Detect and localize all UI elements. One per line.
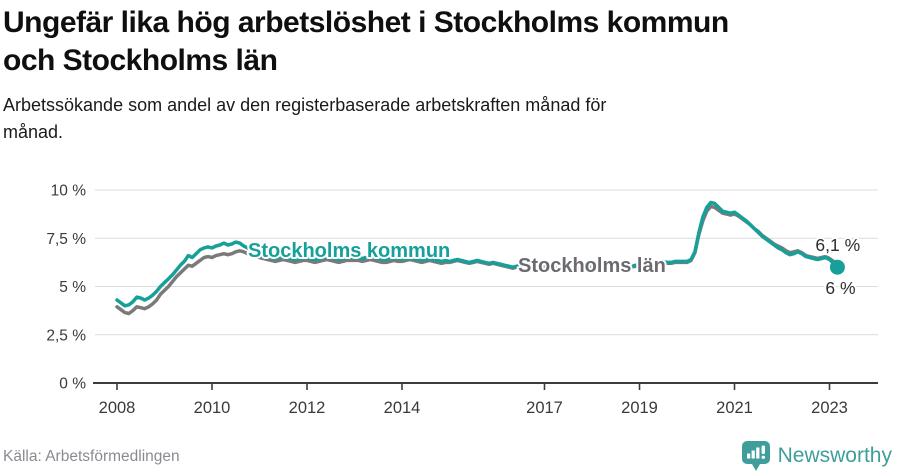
y-axis-tick-label: 5 % (59, 279, 86, 296)
x-axis-tick-label: 2012 (288, 399, 326, 417)
y-axis-tick-label: 7,5 % (46, 230, 86, 248)
x-axis-tick-label: 2014 (383, 399, 421, 417)
chart-subtitle (3, 92, 897, 146)
newsworthy-wordmark: Newsworthy (777, 444, 892, 467)
chart-title-line-1: Ungefär lika hög arbetslöshet i Stockholms kommun (3, 6, 729, 39)
series-end-dot (830, 260, 845, 275)
chart-subtitle-line-2: månad. (3, 122, 64, 142)
x-axis-tick-label: 2021 (716, 399, 753, 417)
chart-canvas (0, 168, 900, 424)
x-axis-tick-label: 2008 (98, 399, 136, 417)
newsworthy-logo (742, 441, 892, 471)
newsworthy-icon (742, 441, 770, 471)
series-label-0: Stockholms län (518, 255, 666, 277)
y-axis-tick-label: 0 % (59, 375, 86, 393)
y-axis-tick-label: 2,5 % (46, 327, 86, 345)
chart-title (3, 4, 897, 80)
x-axis-tick-label: 2019 (621, 399, 658, 417)
chart-header (3, 4, 897, 146)
x-axis-tick-label: 2017 (526, 399, 563, 417)
end-value-annotation-0: 6,1 % (815, 235, 861, 256)
line-chart (0, 168, 900, 424)
chart-title-line-2: och Stockholms län (3, 44, 278, 77)
x-axis-tick-label: 2010 (193, 399, 231, 417)
x-axis-tick-label: 2023 (811, 399, 848, 417)
source-note: Källa: Arbetsförmedlingen (3, 448, 180, 465)
y-axis-tick-label: 10 % (50, 182, 86, 200)
end-value-annotation-1: 6 % (825, 278, 856, 299)
series-label-1: Stockholms kommun (248, 240, 451, 262)
chart-subtitle-line-1: Arbetssökande som andel av den registerbaserade arbetskraften månad för (3, 95, 607, 115)
